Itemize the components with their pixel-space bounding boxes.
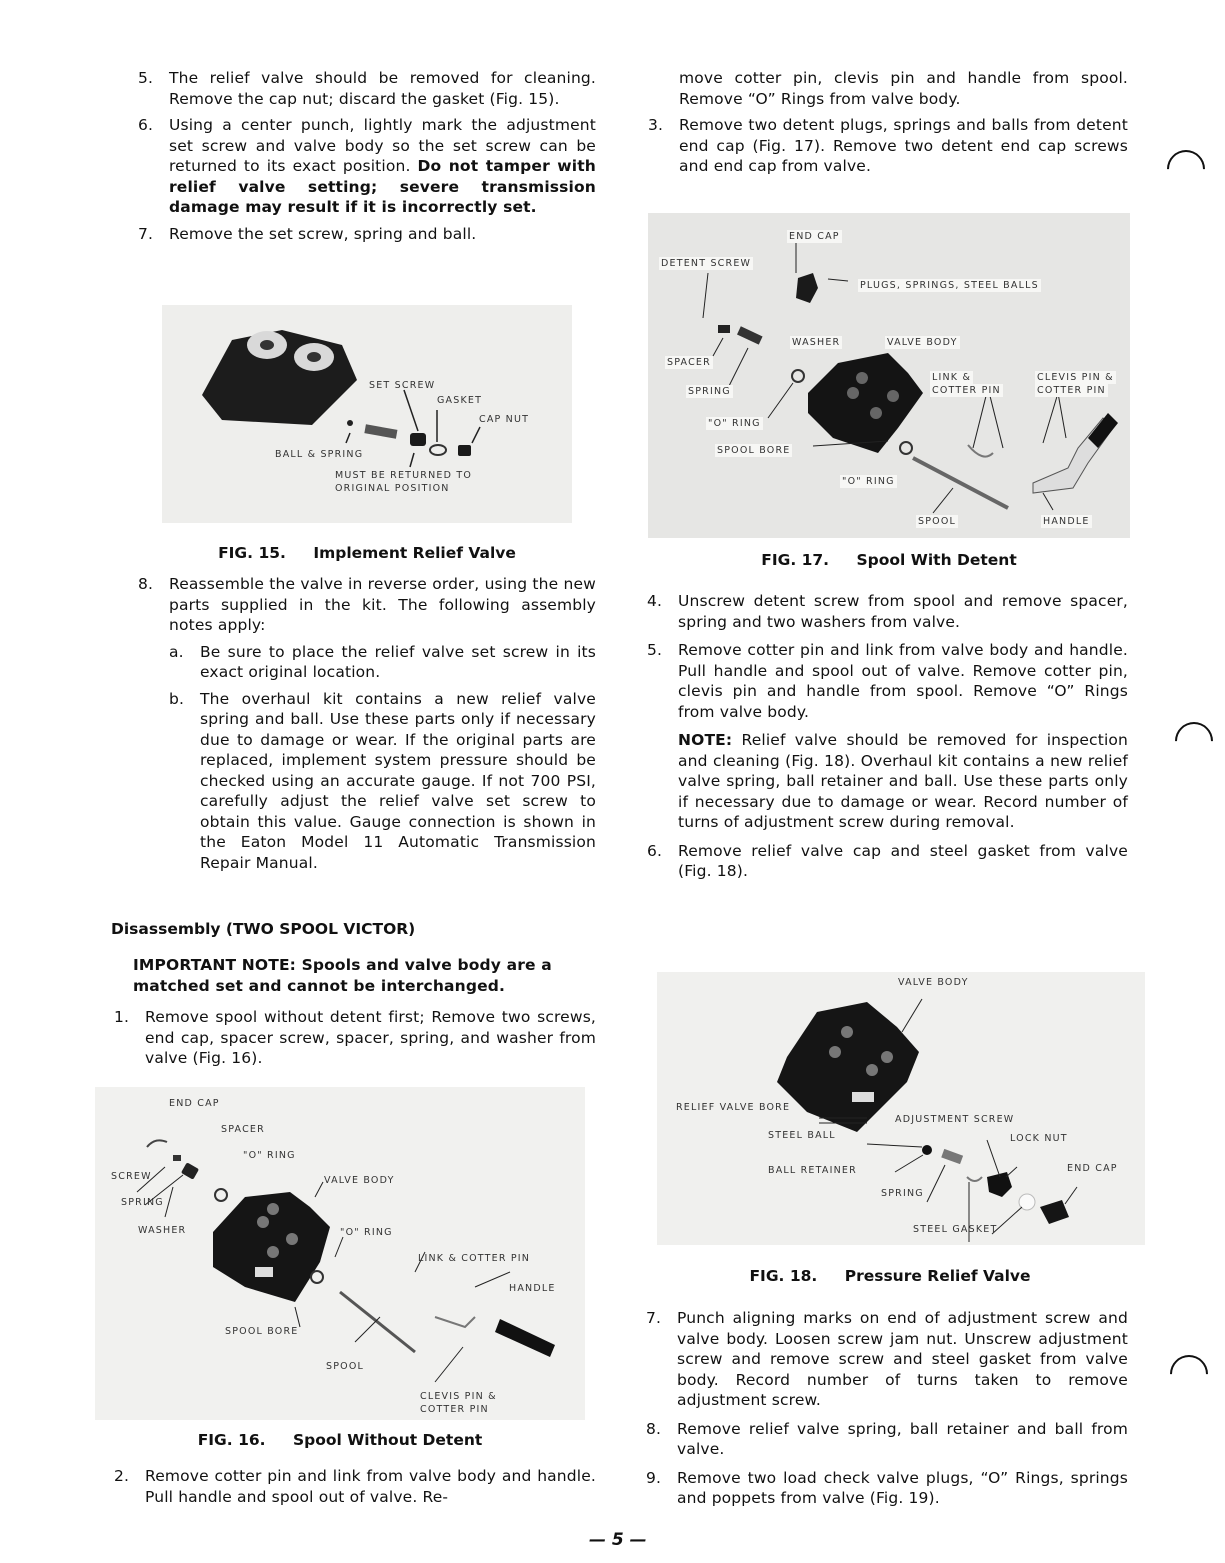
binder-hole-mark <box>1162 1347 1216 1401</box>
step-number: 8. <box>646 1419 662 1438</box>
label-lock-nut: LOCK NUT <box>1010 1133 1068 1144</box>
substep-a <box>169 642 596 683</box>
label-handle: HANDLE <box>509 1283 556 1294</box>
substep-text: Be sure to place the relief valve set screw in its exact original location. <box>200 642 596 681</box>
label-ball-retainer: BALL RETAINER <box>768 1165 857 1176</box>
step-6 <box>647 841 1128 882</box>
step-number: 2. <box>114 1467 130 1485</box>
figure-title: Spool Without Detent <box>292 1431 483 1449</box>
label-end-cap: END CAP <box>169 1098 220 1109</box>
right-column-top <box>648 68 1128 177</box>
label-relief-valve-bore: RELIEF VALVE BORE <box>676 1102 791 1113</box>
binder-hole-mark <box>1159 142 1213 196</box>
step-7 <box>138 224 596 245</box>
step-text: Remove two load check valve plugs, “O” Rings, springs and poppets from valve (Fig. 19). <box>677 1468 1128 1507</box>
step-number: 5. <box>647 641 663 659</box>
warning-text: Do not tamper with relief valve setting; severe transmission damage may result if it is incorrectly set. <box>169 157 596 216</box>
step-6 <box>138 115 596 218</box>
label-clevis-2: COTTER PIN <box>1037 385 1106 396</box>
label-ball-spring: BALL & SPRING <box>275 449 364 460</box>
fig15-photo <box>162 305 572 523</box>
label-cap-nut: CAP NUT <box>479 414 530 425</box>
label-handle: HANDLE <box>1043 516 1090 527</box>
important-note: IMPORTANT NOTE: Spools and valve body are a matched set and cannot be interchanged. <box>133 956 552 995</box>
step-number: 3. <box>648 116 664 134</box>
page-number: — 5 — <box>589 1530 647 1550</box>
step-7 <box>646 1308 1128 1411</box>
label-steel-gasket: STEEL GASKET <box>913 1224 998 1235</box>
step-number: 8. <box>138 575 154 593</box>
label-must-return-1: MUST BE RETURNED TO <box>335 470 473 481</box>
step-3 <box>648 115 1128 177</box>
substep-letter: a. <box>169 642 184 661</box>
step-number: 5. <box>138 69 154 87</box>
left-step2-block <box>114 1466 596 1507</box>
step-text: Unscrew detent screw from spool and remove spacer, spring and two washers from valve. <box>678 592 1128 631</box>
step-2-continued: move cotter pin, clevis pin and handle from spool. Remove “O” Rings from valve body. <box>679 69 1128 108</box>
label-spool: SPOOL <box>326 1361 365 1372</box>
label-spacer: SPACER <box>667 357 711 368</box>
step-text: Remove two detent plugs, springs and balls from detent end cap (Fig. 17). Remove two detent end cap screws and end cap from valve. <box>679 116 1128 175</box>
step-text: Using a center punch, lightly mark the adjustment set screw and valve body so the set screw can be returned to its exact position. <box>169 116 596 175</box>
step-number: 6. <box>138 116 154 134</box>
figure-title: Pressure Relief Valve <box>844 1267 1031 1285</box>
step-4 <box>647 591 1128 632</box>
label-clevis-1: CLEVIS PIN & <box>1037 372 1114 383</box>
step-number: 7. <box>646 1309 662 1327</box>
step-number: 1. <box>114 1008 130 1026</box>
label-end-cap: END CAP <box>1067 1163 1118 1174</box>
fig17-caption <box>648 551 1130 569</box>
label-detent-screw: DETENT SCREW <box>661 258 752 269</box>
label-valve-body: VALVE BODY <box>898 977 969 988</box>
left-step1-block <box>114 1007 596 1069</box>
label-clevis-1: CLEVIS PIN & <box>420 1391 497 1402</box>
label-steel-ball: STEEL BALL <box>768 1130 836 1141</box>
label-clevis-2: COTTER PIN <box>420 1404 489 1415</box>
right-column-mid <box>647 591 1129 882</box>
step-8 <box>138 574 596 636</box>
fig17-photo <box>648 213 1130 538</box>
step-1 <box>114 1007 596 1069</box>
step-5 <box>647 640 1128 722</box>
step-8 <box>646 1419 1128 1460</box>
label-spring: SPRING <box>881 1188 924 1199</box>
step-text: Remove cotter pin and link from valve body and handle. Pull handle and spool out of valve. Re- <box>145 1467 596 1506</box>
label-o-ring-2: "O" RING <box>340 1227 393 1238</box>
label-spool-bore: SPOOL BORE <box>225 1326 299 1337</box>
right-column-bottom <box>646 1308 1128 1509</box>
label-link-2: COTTER PIN <box>932 385 1001 396</box>
step-number: 6. <box>647 841 663 860</box>
fig16-caption <box>95 1431 585 1449</box>
fig16-photo <box>95 1087 585 1420</box>
step-number: 7. <box>138 224 154 243</box>
step-2 <box>114 1466 596 1507</box>
step-text: Remove relief valve cap and steel gasket from valve (Fig. 18). <box>678 841 1128 880</box>
label-washer: WASHER <box>792 337 841 348</box>
fig18-photo <box>657 972 1145 1245</box>
label-must-return-2: ORIGINAL POSITION <box>335 483 450 494</box>
section-heading: Disassembly (TWO SPOOL VICTOR) <box>111 920 416 938</box>
step-text: Remove the set screw, spring and ball. <box>169 224 477 243</box>
step-text: Reassemble the valve in reverse order, using the new parts supplied in the kit. The following assembly notes apply: <box>169 575 596 634</box>
label-spool: SPOOL <box>918 516 957 527</box>
step-9 <box>646 1468 1128 1509</box>
left-column-mid <box>138 574 596 873</box>
label-link-cotter: LINK & COTTER PIN <box>418 1253 531 1264</box>
note-text: Relief valve should be removed for inspection and cleaning (Fig. 18). Overhaul kit contains a new relief valve spring, ball retainer and ball. Use these parts only if necessary due to damage or wear. Record number of turns of adjustment screw during removal. <box>678 731 1129 831</box>
note-label: NOTE: <box>678 731 733 749</box>
step-text: Remove relief valve spring, ball retainer and ball from valve. <box>677 1419 1128 1458</box>
label-valve-body: VALVE BODY <box>887 337 958 348</box>
left-column <box>138 68 596 244</box>
binder-hole-mark <box>1167 714 1221 768</box>
step-number: 9. <box>646 1468 662 1487</box>
label-plugs-springs-balls: PLUGS, SPRINGS, STEEL BALLS <box>860 280 1039 291</box>
label-o-ring-1: "O" RING <box>708 418 761 429</box>
figure-title: Implement Relief Valve <box>313 544 516 562</box>
step-number: 4. <box>647 592 663 610</box>
step-text: Punch aligning marks on end of adjustment screw and valve body. Loosen screw jam nut. Unscrew adjustment screw and remove screw and steel gasket from valve body. Record number of turns taken to remove adjustment screw. <box>677 1309 1128 1409</box>
label-set-screw: SET SCREW <box>369 380 436 391</box>
label-gasket: GASKET <box>437 395 483 406</box>
figure-number: FIG. 16. <box>197 1431 266 1449</box>
figure-number: FIG. 15. <box>218 544 286 562</box>
label-valve-body: VALVE BODY <box>324 1175 395 1186</box>
label-adjustment-screw: ADJUSTMENT SCREW <box>895 1114 1015 1125</box>
label-link-1: LINK & <box>932 372 972 383</box>
label-spacer: SPACER <box>221 1124 265 1135</box>
substep-text: The overhaul kit contains a new relief valve spring and ball. Use these parts only if necessary due to damage or wear. If the original parts are replaced, implement system pressure should be checked using an accurate gauge. If not 700 PSI, carefully adjust the relief valve set screw to obtain this value. Gauge connection is shown in the Eaton Model 11 Automatic Transmission Repair Manual. <box>200 689 596 872</box>
substep-letter: b. <box>169 689 185 708</box>
figure-number: FIG. 18. <box>749 1267 818 1285</box>
step-text: Remove spool without detent first; Remove two screws, end cap, spacer screw, spacer, spring, and washer from valve (Fig. 16). <box>145 1008 596 1067</box>
label-spool-bore: SPOOL BORE <box>717 445 791 456</box>
label-screw: SCREW <box>111 1171 152 1182</box>
label-spring: SPRING <box>121 1197 164 1208</box>
label-washer: WASHER <box>138 1225 187 1236</box>
step-5 <box>138 68 596 109</box>
figure-title: Spool With Detent <box>856 551 1017 569</box>
fig18-caption <box>640 1267 1140 1285</box>
step-text: Remove cotter pin and link from valve body and handle. Pull handle and spool out of valve. Remove cotter pin, clevis pin and handle from spool. Remove “O” Rings from valve body. <box>678 641 1128 721</box>
label-spring: SPRING <box>688 386 731 397</box>
fig15-caption <box>162 544 572 562</box>
substep-b <box>169 689 596 874</box>
figure-number: FIG. 17. <box>761 551 830 569</box>
label-o-ring-1: "O" RING <box>243 1150 296 1161</box>
step-text: The relief valve should be removed for cleaning. Remove the cap nut; discard the gasket (Fig. 15). <box>169 69 596 108</box>
label-o-ring-2: "O" RING <box>842 476 895 487</box>
note <box>678 730 1128 833</box>
label-end-cap: END CAP <box>789 231 840 242</box>
